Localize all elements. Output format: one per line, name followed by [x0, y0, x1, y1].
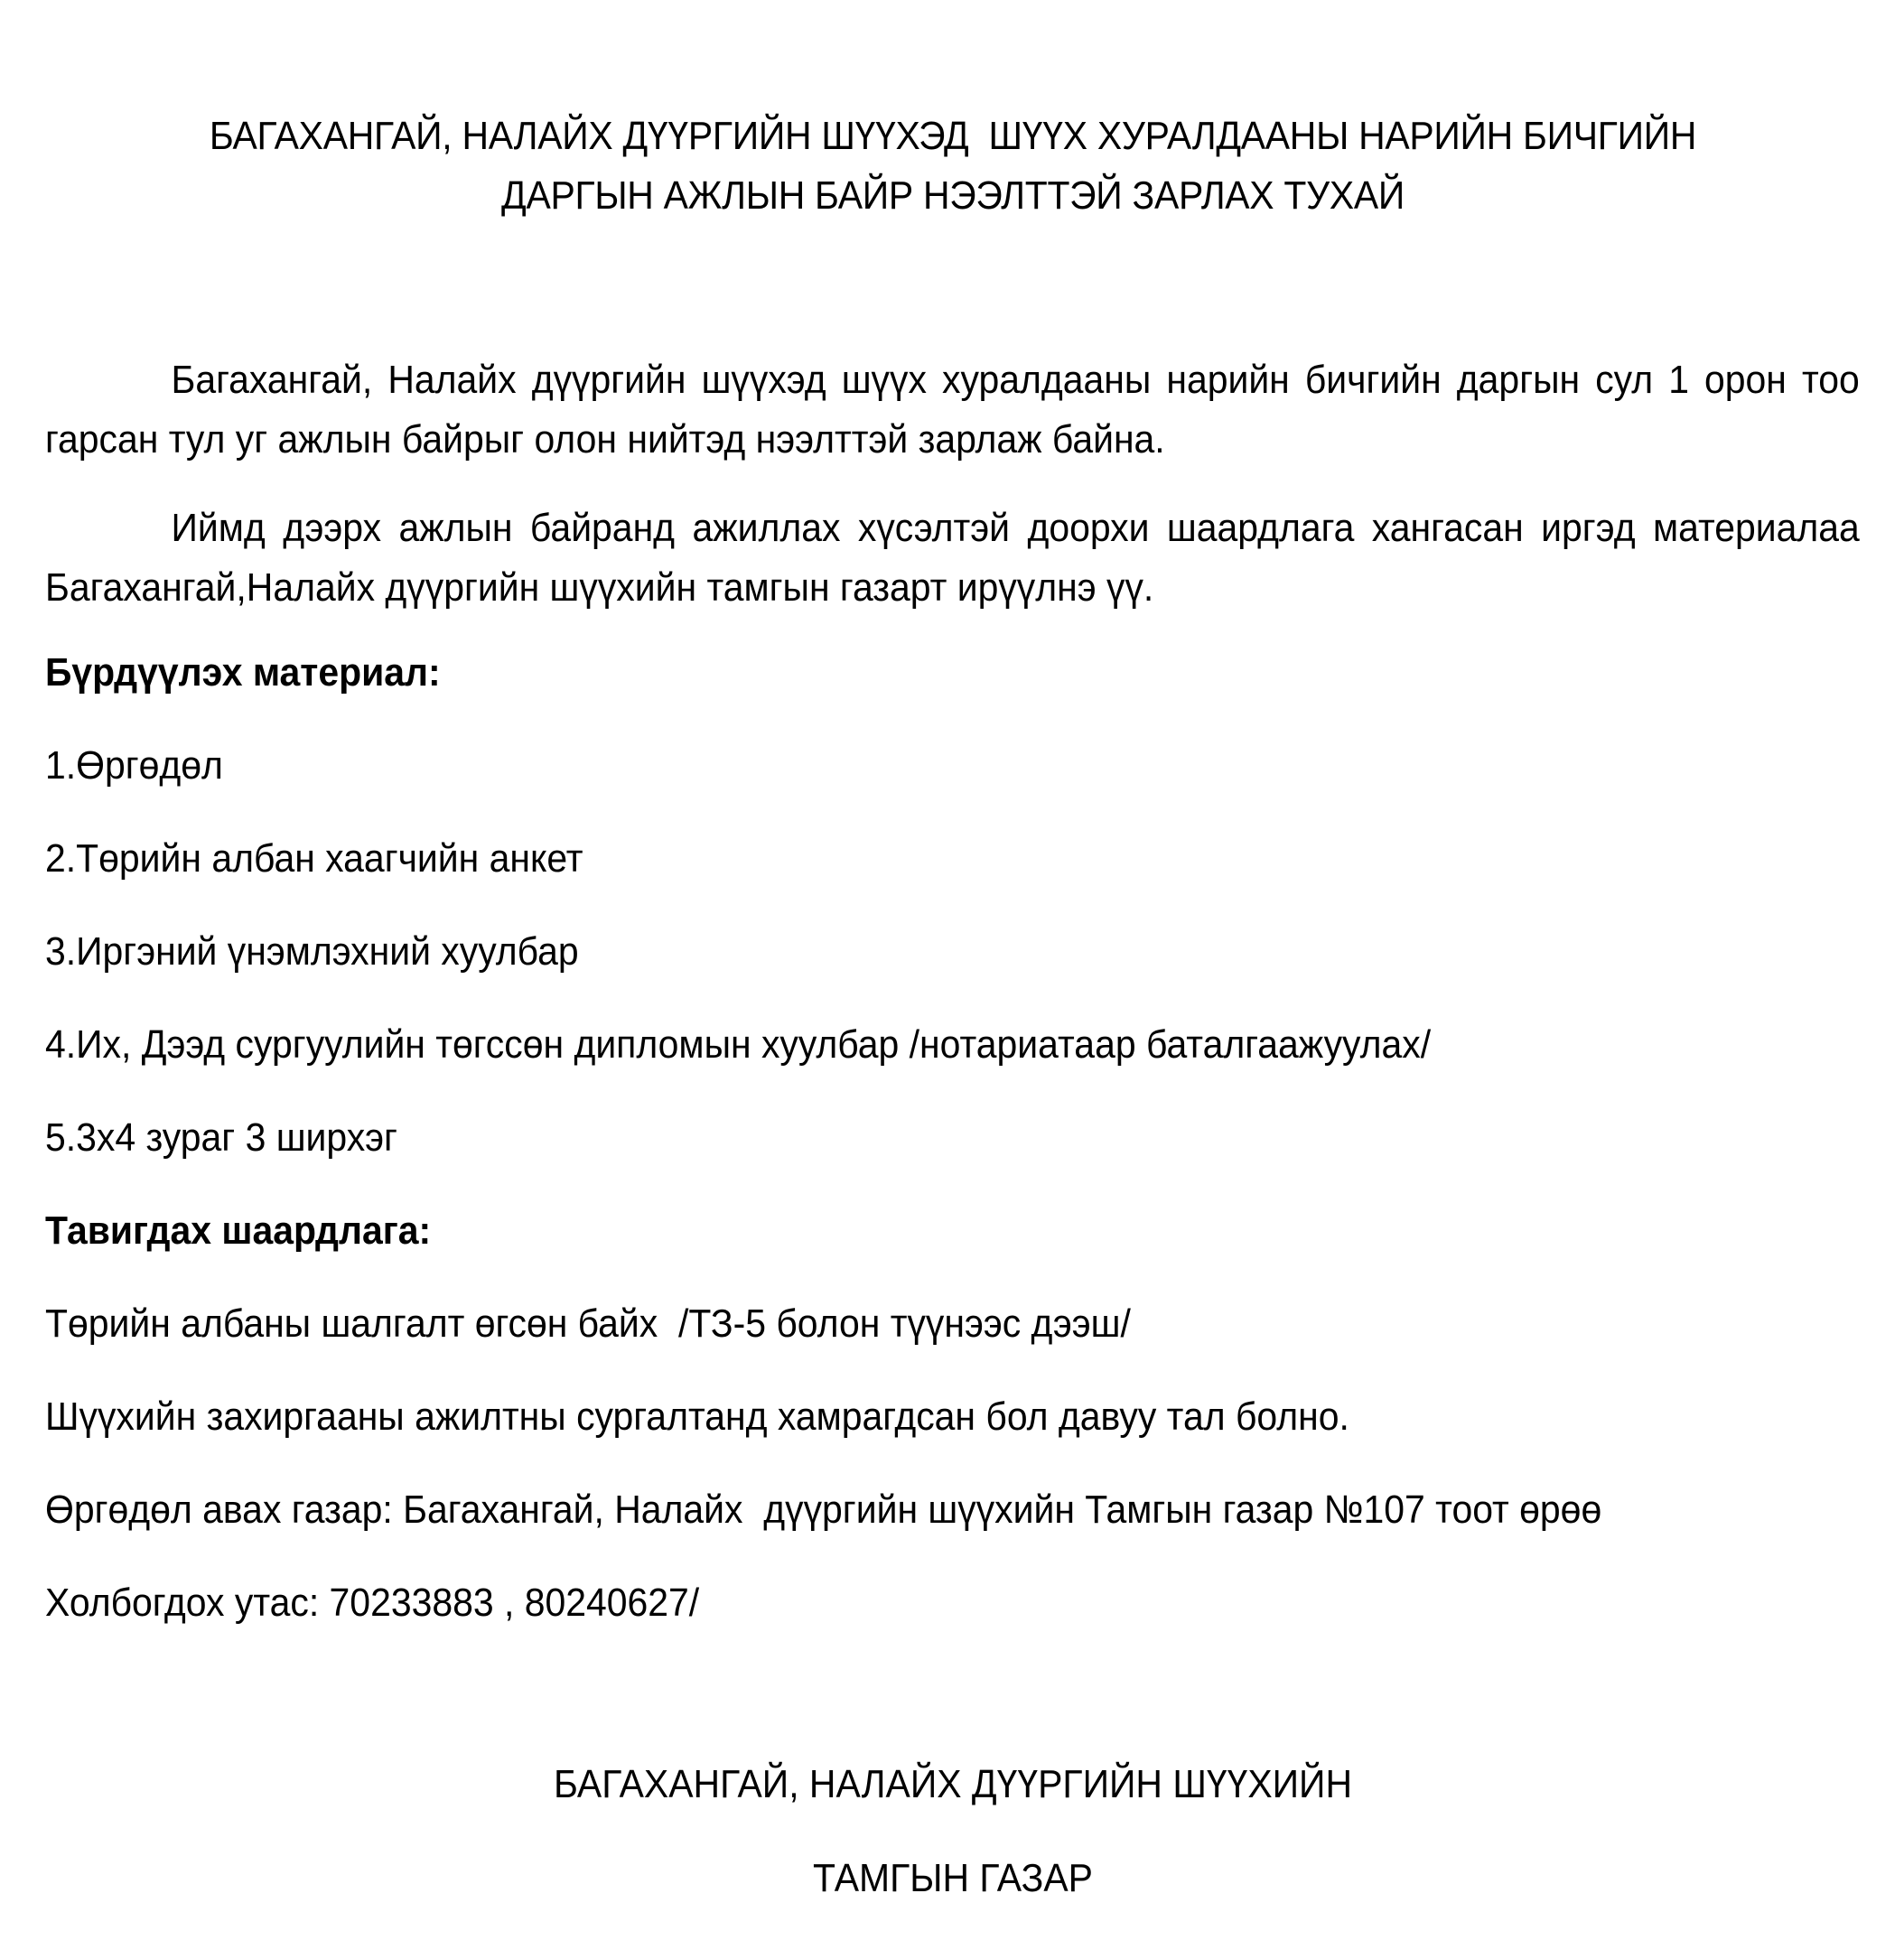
document-title: [108, 107, 1797, 226]
instruction-paragraph-text: Иймд дээрх ажлын байранд ажиллах хүсэлтэй доорхи шаардлага хангасан иргэд материалаа Багахангай,Налайх дүүргийн шүүхийн тамгын газарт ирүүлнэ үү.: [45, 506, 1860, 610]
materials-item: 3.Иргэний үнэмлэхний хуулбар: [45, 929, 579, 974]
intro-paragraph-text: Багахангай, Налайх дүүргийн шүүхэд шүүх хуралдааны нарийн бичгийн даргын сул 1 орон тоо гарсан тул уг ажлын байрыг олон нийтэд нээлттэй зарлаж байна.: [45, 358, 1860, 462]
title-line-2: ДАРГЫН АЖЛЫН БАЙР НЭЭЛТТЭЙ ЗАРЛАХ ТУХАЙ: [501, 173, 1405, 218]
materials-heading: Бүрдүүлэх материал:: [45, 650, 441, 695]
application-place: Өргөдөл авах газар: Багахангай, Налайх дүүргийн шүүхийн Тамгын газар №107 тоот өрөө: [45, 1488, 1602, 1532]
instruction-paragraph: [45, 499, 1860, 618]
requirements-heading: Тавигдах шаардлага:: [45, 1208, 432, 1253]
materials-item: 4.Их, Дээд сургуулийн төгссөн дипломын хуулбар /нотариатаар баталгаажуулах/: [45, 1022, 1432, 1067]
signature-line-2: ТАМГЫН ГАЗАР: [813, 1856, 1093, 1900]
materials-item: 1.Өргөдөл: [45, 743, 223, 788]
title-line-1: БАГАХАНГАЙ, НАЛАЙХ ДҮҮРГИЙН ШҮҮХЭД ШҮҮХ ХУРАЛДААНЫ НАРИЙН БИЧГИЙН: [209, 114, 1697, 158]
signature-line-1: БАГАХАНГАЙ, НАЛАЙХ ДҮҮРГИЙН ШҮҮХИЙН: [553, 1762, 1353, 1806]
materials-item: 2.Төрийн албан хаагчийн анкет: [45, 836, 583, 881]
contact-phone: Холбогдох утас: 70233883 , 80240627/: [45, 1581, 700, 1625]
materials-item: 5.3х4 зураг 3 ширхэг: [45, 1115, 397, 1160]
requirements-item: Төрийн албаны шалгалт өгсөн байх /ТЗ-5 болон түүнээс дээш/: [45, 1301, 1131, 1346]
requirements-item: Шүүхийн захиргааны ажилтны сургалтанд хамрагдсан бол давуу тал болно.: [45, 1394, 1349, 1439]
intro-paragraph: [45, 350, 1860, 470]
